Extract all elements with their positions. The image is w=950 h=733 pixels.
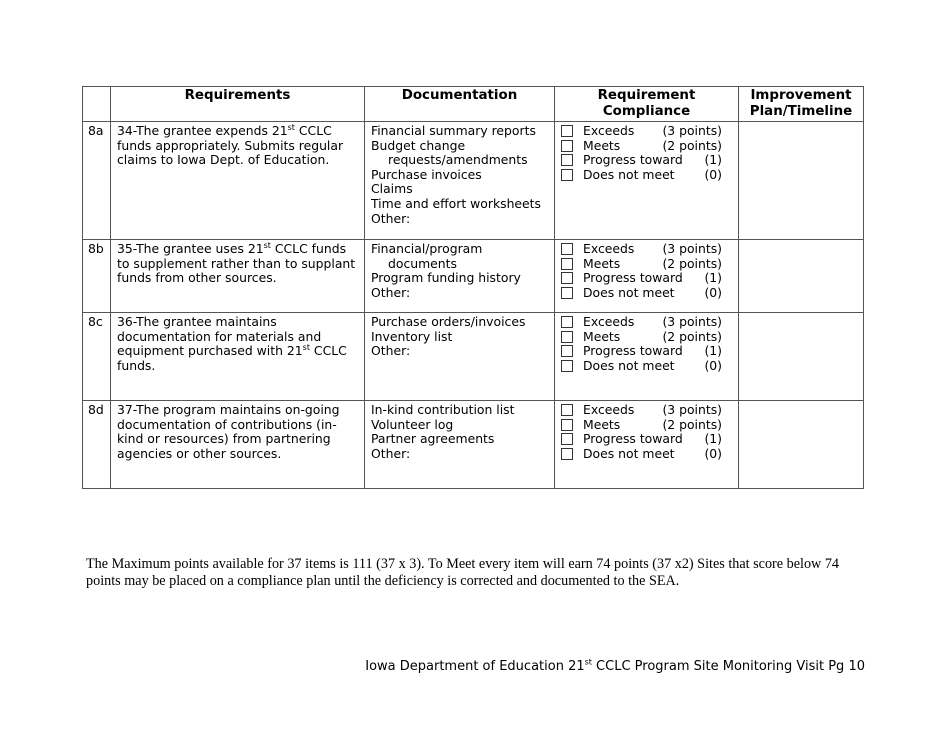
checkbox-not-met[interactable]	[561, 169, 573, 181]
header-requirements: Requirements	[111, 87, 365, 122]
compliance-meets[interactable]: Meets (2 points)	[561, 139, 732, 154]
checkbox-not-met[interactable]	[561, 360, 573, 372]
compliance-not-met[interactable]: Does not meet (0)	[561, 286, 732, 301]
compliance-not-met[interactable]: Does not meet (0)	[561, 359, 732, 374]
row-id: 8d	[83, 401, 111, 489]
compliance-meets[interactable]: Meets (2 points)	[561, 418, 732, 433]
requirement-text: 35-The grantee uses 21st CCLC funds to supplement rather than to supplant funds from other sources.	[111, 240, 365, 313]
header-compliance: Requirement Compliance	[555, 87, 739, 122]
doc-item: Time and effort worksheets	[371, 195, 541, 211]
header-row	[83, 87, 864, 122]
doc-item: Other:	[371, 445, 411, 461]
row-id: 8c	[83, 313, 111, 401]
checkbox-meets[interactable]	[561, 419, 573, 431]
compliance-meets[interactable]: Meets (2 points)	[561, 257, 732, 272]
table-row	[83, 122, 864, 240]
compliance-options	[555, 240, 739, 313]
row-id: 8a	[83, 122, 111, 240]
checkbox-not-met[interactable]	[561, 287, 573, 299]
checkbox-meets[interactable]	[561, 331, 573, 343]
improvement-plan-cell[interactable]	[739, 313, 864, 401]
checkbox-progress[interactable]	[561, 154, 573, 166]
compliance-exceeds[interactable]: Exceeds (3 points)	[561, 242, 732, 257]
scoring-note: The Maximum points available for 37 items is 111 (37 x 3). To Meet every item will earn 74 points (37 x2) Sites that score below 74 points may be placed on a compliance plan until the deficiency is corrected and documented to the SEA.	[86, 556, 840, 589]
checkbox-not-met[interactable]	[561, 448, 573, 460]
compliance-exceeds[interactable]: Exceeds (3 points)	[561, 124, 732, 139]
checkbox-exceeds[interactable]	[561, 316, 573, 328]
documentation-list	[365, 122, 555, 240]
page-footer: Iowa Department of Education 21st CCLC Program Site Monitoring Visit Pg 10	[365, 657, 865, 674]
doc-item: Purchase orders/invoices	[371, 314, 526, 329]
compliance-not-met[interactable]: Does not meet (0)	[561, 447, 732, 462]
compliance-not-met[interactable]: Does not meet (0)	[561, 168, 732, 183]
checkbox-meets[interactable]	[561, 140, 573, 152]
header-id	[83, 87, 111, 122]
compliance-exceeds[interactable]: Exceeds (3 points)	[561, 315, 732, 330]
monitoring-table	[82, 86, 864, 489]
doc-item: Partner agreements	[371, 431, 495, 447]
checkbox-exceeds[interactable]	[561, 125, 573, 137]
requirement-text: 34-The grantee expends 21st CCLC funds appropriately. Submits regular claims to Iowa Dept. of Education.	[111, 122, 365, 240]
doc-item: Financial summary reports	[371, 123, 536, 138]
requirement-text: 36-The grantee maintains documentation for materials and equipment purchased with 21st CCLC funds.	[111, 313, 365, 401]
documentation-list	[365, 313, 555, 401]
requirement-text: 37-The program maintains on-going documentation of contributions (in-kind or resources) from partnering agencies or other sources.	[111, 401, 365, 489]
row-id: 8b	[83, 240, 111, 313]
checkbox-progress[interactable]	[561, 345, 573, 357]
doc-item: Other:	[371, 284, 411, 300]
doc-item: Claims	[371, 181, 413, 197]
compliance-options	[555, 313, 739, 401]
compliance-options	[555, 401, 739, 489]
documentation-list	[365, 240, 555, 313]
doc-item: Purchase invoices	[371, 166, 482, 182]
compliance-progress[interactable]: Progress toward (1)	[561, 153, 732, 168]
doc-item: In-kind contribution list	[371, 402, 515, 417]
documentation-list	[365, 401, 555, 489]
table-row	[83, 313, 864, 401]
compliance-progress[interactable]: Progress toward (1)	[561, 432, 732, 447]
table-row	[83, 240, 864, 313]
compliance-meets[interactable]: Meets (2 points)	[561, 330, 732, 345]
checkbox-exceeds[interactable]	[561, 404, 573, 416]
doc-item: Inventory list	[371, 328, 453, 344]
checkbox-meets[interactable]	[561, 258, 573, 270]
compliance-progress[interactable]: Progress toward (1)	[561, 271, 732, 286]
doc-item: Program funding history	[371, 270, 521, 286]
doc-item: Financial/program	[371, 241, 483, 256]
header-improvement: Improvement Plan/Timeline	[739, 87, 864, 122]
improvement-plan-cell[interactable]	[739, 122, 864, 240]
improvement-plan-cell[interactable]	[739, 240, 864, 313]
checkbox-progress[interactable]	[561, 272, 573, 284]
header-documentation: Documentation	[365, 87, 555, 122]
checkbox-exceeds[interactable]	[561, 243, 573, 255]
doc-item: Other:	[371, 210, 411, 226]
checkbox-progress[interactable]	[561, 433, 573, 445]
improvement-plan-cell[interactable]	[739, 401, 864, 489]
doc-item: documents	[388, 255, 457, 271]
doc-item: Other:	[371, 343, 411, 359]
compliance-options	[555, 122, 739, 240]
doc-item: requests/amendments	[388, 152, 528, 168]
compliance-exceeds[interactable]: Exceeds (3 points)	[561, 403, 732, 418]
doc-item: Volunteer log	[371, 416, 454, 432]
compliance-progress[interactable]: Progress toward (1)	[561, 344, 732, 359]
table-row	[83, 401, 864, 489]
doc-item: Budget change	[371, 137, 466, 153]
